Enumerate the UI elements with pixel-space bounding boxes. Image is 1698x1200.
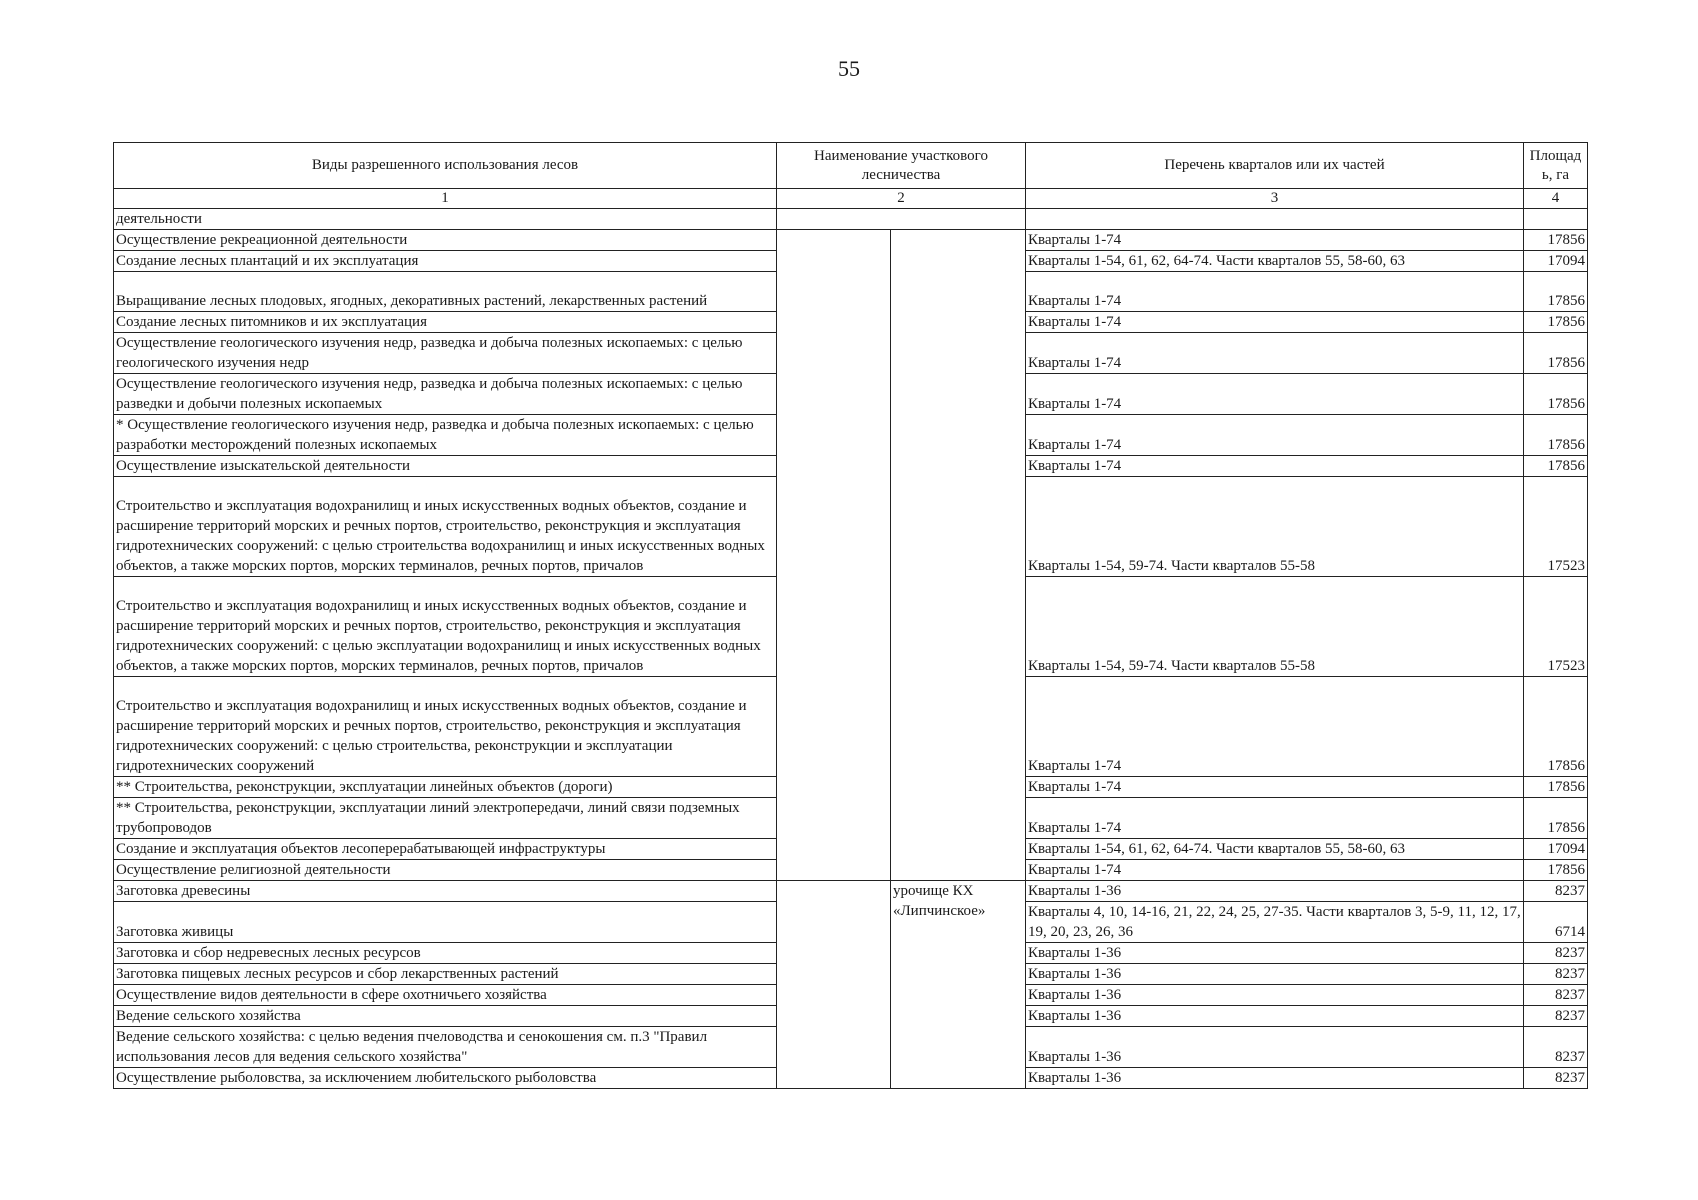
- page-number: 55: [838, 56, 860, 81]
- quarters-cell: [1026, 209, 1524, 230]
- forestry-cell: [777, 209, 1026, 230]
- table-row: [114, 209, 1588, 230]
- activity-cell: Строительство и эксплуатация водохранилищ и иных искусственных водных объектов, создание и расширение территорий морских и речных портов, строительство, реконструкция и эксплуатация гидротехнических сооружений: с целью строительства водохранилищ и иных искусственных водных объектов, а также морских портов, морских терминалов, речных портов, причалов: [114, 477, 777, 577]
- area-cell: 6714: [1524, 902, 1588, 943]
- activity-cell: ** Строительства, реконструкции, эксплуатации линейных объектов (дороги): [114, 777, 777, 798]
- quarters-cell: Кварталы 1-36: [1026, 881, 1524, 902]
- activity-cell: Осуществление рыболовства, за исключением любительского рыболовства: [114, 1068, 777, 1089]
- area-cell: 17856: [1524, 677, 1588, 777]
- activity-cell: Создание лесных плантаций и их эксплуатация: [114, 251, 777, 272]
- activity-cell: * Осуществление геологического изучения недр, разведка и добыча полезных ископаемых: с целью разработки месторождений полезных ископаемых: [114, 415, 777, 456]
- quarters-cell: Кварталы 1-36: [1026, 985, 1524, 1006]
- area-cell: 17523: [1524, 477, 1588, 577]
- header-quarters-list: Перечень кварталов или их частей: [1026, 143, 1524, 189]
- quarters-cell: Кварталы 1-36: [1026, 1006, 1524, 1027]
- header-activity-type: Виды разрешенного использования лесов: [114, 143, 777, 189]
- forestry-cell: [777, 881, 891, 1089]
- area-cell: 17856: [1524, 333, 1588, 374]
- area-cell: 17856: [1524, 272, 1588, 312]
- quarters-cell: Кварталы 1-74: [1026, 333, 1524, 374]
- area-cell: 17856: [1524, 415, 1588, 456]
- table-row: [114, 881, 1588, 902]
- activity-cell: Ведение сельского хозяйства: [114, 1006, 777, 1027]
- activity-cell: Строительство и эксплуатация водохранилищ и иных искусственных водных объектов, создание и расширение территорий морских и речных портов, строительство, реконструкция и эксплуатация гидротехнических сооружений: с целью строительства, реконструкции и эксплуатации гидротехнических сооружений: [114, 677, 777, 777]
- area-cell: 8237: [1524, 985, 1588, 1006]
- quarters-cell: Кварталы 1-74: [1026, 860, 1524, 881]
- quarters-cell: Кварталы 4, 10, 14-16, 21, 22, 24, 25, 27-35. Части кварталов 3, 5-9, 11, 12, 17, 19, 20, 23, 26, 36: [1026, 902, 1524, 943]
- activity-cell: Создание лесных питомников и их эксплуатация: [114, 312, 777, 333]
- area-cell: 17856: [1524, 374, 1588, 415]
- area-cell: 8237: [1524, 964, 1588, 985]
- activity-cell: Выращивание лесных плодовых, ягодных, декоративных растений, лекарственных растений: [114, 272, 777, 312]
- quarters-cell: Кварталы 1-74: [1026, 374, 1524, 415]
- column-number: 2: [777, 189, 1026, 209]
- table-row: [114, 230, 1588, 251]
- activity-cell: Осуществление рекреационной деятельности: [114, 230, 777, 251]
- column-number-row: [114, 189, 1588, 209]
- area-cell: 8237: [1524, 881, 1588, 902]
- area-cell: 8237: [1524, 943, 1588, 964]
- quarters-cell: Кварталы 1-74: [1026, 677, 1524, 777]
- activity-cell: Создание и эксплуатация объектов лесоперерабатывающей инфраструктуры: [114, 839, 777, 860]
- column-number: 1: [114, 189, 777, 209]
- activity-cell: Осуществление геологического изучения недр, разведка и добыча полезных ископаемых: с целью геологического изучения недр: [114, 333, 777, 374]
- activity-cell: ** Строительства, реконструкции, эксплуатации линий электропередачи, линий связи подземных трубопроводов: [114, 798, 777, 839]
- quarters-cell: Кварталы 1-54, 59-74. Части кварталов 55-58: [1026, 577, 1524, 677]
- column-number: 3: [1026, 189, 1524, 209]
- area-cell: 17856: [1524, 798, 1588, 839]
- table-body: [114, 209, 1588, 1089]
- quarters-cell: Кварталы 1-54, 59-74. Части кварталов 55-58: [1026, 477, 1524, 577]
- area-cell: 8237: [1524, 1027, 1588, 1068]
- activity-cell: деятельности: [114, 209, 777, 230]
- activity-cell: Осуществление изыскательской деятельности: [114, 456, 777, 477]
- quarters-cell: Кварталы 1-74: [1026, 230, 1524, 251]
- area-cell: 17856: [1524, 777, 1588, 798]
- quarters-cell: Кварталы 1-74: [1026, 798, 1524, 839]
- quarters-cell: Кварталы 1-36: [1026, 943, 1524, 964]
- quarters-cell: Кварталы 1-36: [1026, 1027, 1524, 1068]
- quarters-cell: Кварталы 1-54, 61, 62, 64-74. Части кварталов 55, 58-60, 63: [1026, 251, 1524, 272]
- activity-cell: Заготовка древесины: [114, 881, 777, 902]
- quarters-cell: Кварталы 1-54, 61, 62, 64-74. Части кварталов 55, 58-60, 63: [1026, 839, 1524, 860]
- header-forestry-name: Наименование участкового лесничества: [777, 143, 1026, 189]
- activity-cell: Осуществление видов деятельности в сфере охотничьего хозяйства: [114, 985, 777, 1006]
- area-cell: 8237: [1524, 1068, 1588, 1089]
- activity-cell: Ведение сельского хозяйства: с целью ведения пчеловодства и сенокошения см. п.3 "Правил использования лесов для ведения сельского хозяйства": [114, 1027, 777, 1068]
- quarters-cell: Кварталы 1-74: [1026, 456, 1524, 477]
- column-number: 4: [1524, 189, 1588, 209]
- activity-cell: Осуществление геологического изучения недр, разведка и добыча полезных ископаемых: с целью разведки и добычи полезных ископаемых: [114, 374, 777, 415]
- forestry-subcell: [891, 230, 1026, 881]
- forestry-cell: [777, 230, 891, 881]
- activity-cell: Заготовка живицы: [114, 902, 777, 943]
- area-cell: 8237: [1524, 1006, 1588, 1027]
- area-cell: 17523: [1524, 577, 1588, 677]
- header-area: Площад ь, га: [1524, 143, 1588, 189]
- table-header-row: [114, 143, 1588, 189]
- area-cell: [1524, 209, 1588, 230]
- activity-cell: Строительство и эксплуатация водохранилищ и иных искусственных водных объектов, создание и расширение территорий морских и речных портов, строительство, реконструкция и эксплуатация гидротехнических сооружений: с целью эксплуатации водохранилищ и иных искусственных водных объектов, а также морских портов, морских терминалов, речных портов, причалов: [114, 577, 777, 677]
- area-cell: 17094: [1524, 839, 1588, 860]
- quarters-cell: Кварталы 1-36: [1026, 964, 1524, 985]
- area-cell: 17856: [1524, 860, 1588, 881]
- activity-cell: Заготовка пищевых лесных ресурсов и сбор лекарственных растений: [114, 964, 777, 985]
- area-cell: 17094: [1524, 251, 1588, 272]
- forestry-name-cell: урочище КХ «Липчинское»: [891, 881, 1026, 1089]
- area-cell: 17856: [1524, 230, 1588, 251]
- quarters-cell: Кварталы 1-74: [1026, 312, 1524, 333]
- area-cell: 17856: [1524, 456, 1588, 477]
- quarters-cell: Кварталы 1-36: [1026, 1068, 1524, 1089]
- activity-cell: Осуществление религиозной деятельности: [114, 860, 777, 881]
- quarters-cell: Кварталы 1-74: [1026, 415, 1524, 456]
- forest-use-table: [113, 142, 1588, 1089]
- quarters-cell: Кварталы 1-74: [1026, 777, 1524, 798]
- area-cell: 17856: [1524, 312, 1588, 333]
- activity-cell: Заготовка и сбор недревесных лесных ресурсов: [114, 943, 777, 964]
- quarters-cell: Кварталы 1-74: [1026, 272, 1524, 312]
